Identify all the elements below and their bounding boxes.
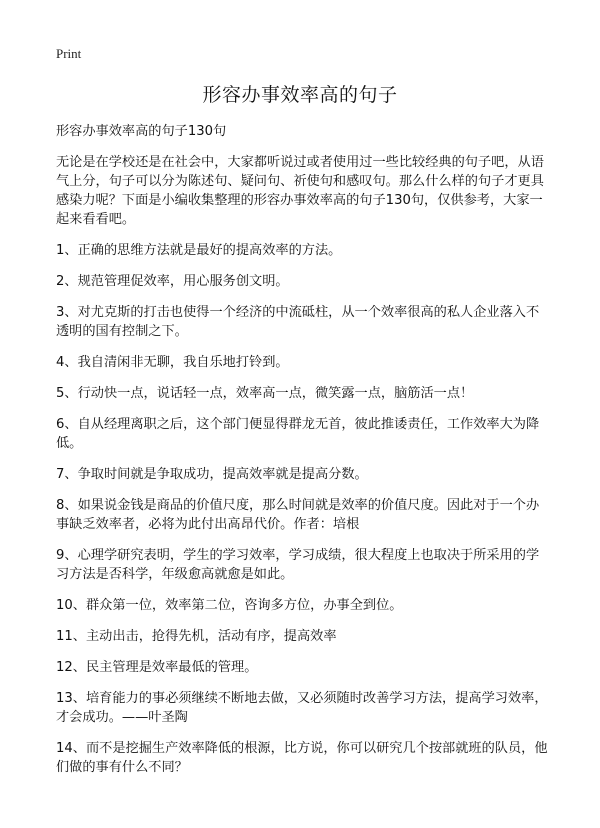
sentence-item: 10、群众第一位，效率第二位，咨询多方位，办事全到位。 <box>56 598 403 613</box>
sentence-item: 12、民主管理是效率最低的管理。 <box>56 660 258 675</box>
sentence-item: 3、对尤克斯的打击也使得一个经济的中流砥柱，从一个效率很高的私人企业落入不透明的国有控制之下。 <box>56 305 540 339</box>
sentence-item: 7、争取时间就是争取成功，提高效率就是提高分数。 <box>56 467 368 482</box>
sentence-item: 9、心理学研究表明，学生的学习效率，学习成绩，很大程度上也取决于所采用的学习方法是否科学，年级愈高就愈是如此。 <box>56 548 540 582</box>
sentence-item: 14、而不是挖掘生产效率降低的根源，比方说，你可以研究几个按部就班的队员，他们做的事有什么不同？ <box>56 741 548 775</box>
sentence-item: 11、主动出击，抢得先机，活动有序，提高效率 <box>56 629 337 644</box>
sentence-item: 6、自从经理离职之后，这个部门便显得群龙无首，彼此推诿责任，工作效率大为降低。 <box>56 417 540 451</box>
intro-paragraph: 无论是在学校还是在社会中，大家都听说过或者使用过一些比较经典的句子吧，从语气上分，句子可以分为陈述句、疑问句、祈使句和感叹句。那么什么样的句子才更具感染力呢？下面是小编收集整理的形容办事效率高的句子130句，仅供参考，大家一起来看看吧。 <box>56 155 544 227</box>
document-body <box>56 122 552 789</box>
sentence-item: 2、规范管理促效率，用心服务创文明。 <box>56 274 289 289</box>
sentence-item: 4、我自清闲非无聊，我自乐地打铃到。 <box>56 355 289 370</box>
print-link[interactable]: Print <box>56 46 82 61</box>
document-subtitle: 形容办事效率高的句子130句 <box>56 124 227 139</box>
sentence-item: 1、正确的思维方法就是最好的提高效率的方法。 <box>56 243 342 258</box>
sentence-item: 5、行动快一点，说话轻一点，效率高一点，微笑露一点，脑筋活一点！ <box>56 386 474 401</box>
sentence-item: 8、如果说金钱是商品的价值尺度，那么时间就是效率的价值尺度。因此对于一个办事缺乏效率者，必将为此付出高昂代价。作者：培根 <box>56 498 540 532</box>
sentence-item: 13、培育能力的事必须继续不断地去做，又必须随时改善学习方法，提高学习效率，才会成功。——叶圣陶 <box>56 691 548 725</box>
document-title: 形容办事效率高的句子 <box>202 84 398 106</box>
